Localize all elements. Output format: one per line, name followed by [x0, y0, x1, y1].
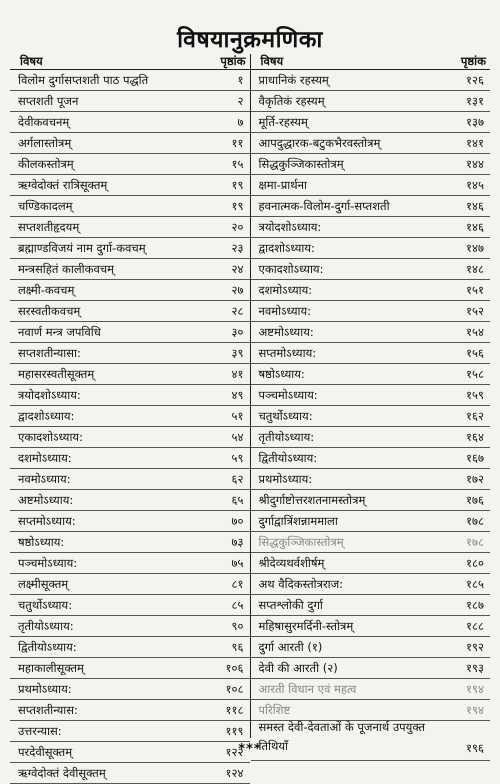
toc-entry — [251, 364, 491, 385]
entry-subject: पञ्चमोऽध्याय: — [258, 387, 318, 402]
entry-subject: श्रीदेव्यथर्वशीर्षम् — [258, 555, 325, 570]
entry-page-number: ७० — [231, 513, 244, 528]
entry-page-number: ५४ — [231, 429, 244, 444]
entry-subject: महासरस्वतीसूक्तम् — [18, 366, 95, 381]
entry-page-number: ९६ — [231, 639, 244, 654]
toc-entry — [251, 70, 491, 91]
toc-entry — [10, 133, 250, 154]
entry-subject: त्रयोदशोऽध्याय: — [258, 219, 322, 234]
entry-subject: समस्त देवी-देवताओं के पूजनार्थ उपयुक्त तिथियाँ — [258, 720, 426, 753]
toc-entry — [10, 763, 250, 784]
entry-subject: दशमोऽध्याय: — [258, 282, 313, 297]
entry-page-number: १४५ — [466, 177, 484, 192]
entry-subject: सप्तशतीहृदयम् — [18, 219, 80, 234]
entry-subject: लक्ष्मीसूक्तम् — [18, 576, 69, 591]
entry-page-number: ६२ — [231, 471, 244, 486]
entry-subject: महाकालीसूक्तम् — [18, 660, 84, 675]
entry-page-number: ११८ — [225, 702, 244, 717]
entry-page-number: १३७ — [466, 114, 484, 129]
entry-page-number: ८५ — [231, 597, 244, 612]
entry-subject: ब्रह्माण्डविजयं नाम दुर्गा-कवचम् — [18, 240, 146, 255]
entry-subject: अथ वैदिकस्तोत्रराज: — [258, 576, 344, 591]
entry-page-number: २४ — [231, 261, 244, 276]
toc-entry — [10, 322, 250, 343]
toc-entry — [10, 553, 250, 574]
entry-page-number: ७ — [237, 114, 244, 129]
entry-page-number: १३१ — [466, 93, 484, 108]
entry-page-number: १५९ — [466, 387, 484, 402]
toc-entry — [251, 679, 491, 700]
entry-page-number: २० — [231, 219, 244, 234]
entry-subject: देवीकवचनम् — [18, 114, 70, 129]
entry-page-number: १०६ — [225, 660, 244, 675]
toc-entry — [10, 490, 250, 511]
entry-subject: आरती विधान एवं महत्व — [258, 681, 357, 696]
entry-subject: सप्तमोऽध्याय: — [258, 345, 317, 360]
toc-entry — [251, 112, 491, 133]
toc-entry — [251, 595, 491, 616]
toc-entry — [251, 574, 491, 595]
entry-page-number: १२४ — [225, 765, 244, 780]
entry-subject: उत्तरन्यास: — [18, 723, 62, 738]
entry-page-number: १५ — [231, 156, 244, 171]
entry-subject: परदेवीसूक्तम् — [18, 744, 73, 759]
entry-subject: तृतीयोऽध्याय: — [18, 618, 74, 633]
entry-subject: सिद्धकुञ्जिकास्तोत्रम् — [258, 156, 344, 171]
toc-entry — [10, 448, 250, 469]
entry-subject: द्वादशोऽध्याय: — [258, 240, 315, 255]
toc-entry — [10, 511, 250, 532]
entry-subject: प्रथमोऽध्याय: — [258, 471, 313, 486]
entry-page-number: १७६ — [466, 492, 484, 507]
entry-page-number: १५८ — [466, 366, 484, 381]
toc-entry — [10, 679, 250, 700]
toc-entry — [251, 490, 491, 511]
toc-entry — [251, 217, 491, 238]
toc-entry — [251, 616, 491, 637]
entry-subject: चण्डिकादलम् — [18, 198, 73, 213]
page-header: पृष्ठांक — [460, 54, 486, 68]
entry-page-number: १६२ — [466, 408, 484, 423]
entry-page-number: १ — [237, 72, 244, 87]
entry-subject: नवमोऽध्याय: — [258, 303, 312, 318]
entry-subject: चतुर्थोऽध्याय: — [258, 408, 313, 423]
right-column-header — [251, 54, 491, 70]
entry-page-number: ११ — [231, 135, 244, 150]
entry-page-number: ५१ — [231, 408, 244, 423]
entry-page-number: ५९ — [231, 450, 244, 465]
entry-page-number: १२२ — [225, 744, 244, 759]
entry-subject: प्राधानिकं रहस्यम् — [258, 72, 329, 87]
entry-page-number: १७८ — [466, 534, 484, 549]
right-column — [251, 54, 491, 755]
toc-entry — [10, 343, 250, 364]
entry-subject: श्रीदुर्गाष्टोत्तरशतनामस्तोत्रम् — [258, 492, 366, 507]
toc-entry — [10, 700, 250, 721]
entry-page-number: १५१ — [466, 282, 484, 297]
entry-page-number: १५६ — [466, 345, 484, 360]
entry-subject: षष्ठोऽध्याय: — [18, 534, 65, 549]
toc-entry — [251, 301, 491, 322]
toc-entry — [10, 637, 250, 658]
toc-entry — [10, 70, 250, 91]
entry-subject: चतुर्थोऽध्याय: — [18, 597, 73, 612]
entry-subject: अष्टमोऽध्याय: — [258, 324, 314, 339]
entry-subject: ऋग्वेदोक्तं रात्रिसूक्तम् — [18, 177, 108, 192]
toc-entry — [10, 469, 250, 490]
entry-subject: महिषासुरमर्दिनी-स्तोत्रम् — [258, 618, 354, 633]
entry-subject: आपदुद्धारक-बटुकभैरवस्तोत्रम् — [258, 135, 381, 150]
entry-page-number: १०८ — [225, 681, 244, 696]
entry-page-number: १४१ — [466, 135, 484, 150]
entry-subject: पञ्चमोऽध्याय: — [18, 555, 78, 570]
entry-page-number: १८७ — [466, 597, 484, 612]
toc-entry — [251, 637, 491, 658]
toc-entry — [10, 574, 250, 595]
entry-subject: सप्तश्लोकी दुर्गा — [258, 597, 323, 612]
entry-page-number: १७२ — [466, 471, 484, 486]
entry-subject: अर्गलास्तोत्रम् — [18, 135, 72, 150]
toc-entry — [10, 406, 250, 427]
toc-entry — [10, 112, 250, 133]
entry-page-number: ८१ — [231, 576, 244, 591]
entry-page-number: ४१ — [231, 366, 244, 381]
entry-subject: सिद्धकुञ्जिकास्तोत्रम् — [258, 534, 344, 549]
entry-page-number: १९६ — [466, 741, 484, 755]
entry-page-number: १५४ — [466, 324, 484, 339]
toc-entry — [10, 301, 250, 322]
toc-entry — [251, 406, 491, 427]
entry-page-number: २३ — [231, 240, 244, 255]
toc-entry — [251, 448, 491, 469]
entry-subject: सप्तशती पूजन — [18, 93, 79, 108]
left-column — [10, 54, 251, 780]
toc-entry — [251, 511, 491, 532]
entry-page-number: १२६ — [466, 72, 484, 87]
entry-subject: त्रयोदशोऽध्याय: — [18, 387, 81, 402]
entry-subject: अष्टमोऽध्याय: — [18, 492, 74, 507]
toc-entry — [10, 721, 250, 742]
subject-header: विषय — [260, 54, 284, 68]
entry-page-number: १४६ — [466, 198, 484, 213]
left-column-header — [10, 54, 250, 70]
entry-subject: विलोम दुर्गासप्तशती पाठ पद्धति — [18, 72, 149, 87]
entry-subject: नवार्ण मन्त्र जपविधि — [18, 324, 101, 339]
page-title: विषयानुक्रमणिका — [177, 27, 323, 53]
entry-page-number: १९२ — [466, 639, 484, 654]
entry-subject: क्षमा-प्रार्थना — [258, 177, 307, 192]
entry-page-number: ३९ — [231, 345, 244, 360]
toc-entry — [10, 154, 250, 175]
toc-entry — [251, 343, 491, 364]
entry-page-number: २७ — [231, 282, 244, 297]
toc-entry — [10, 364, 250, 385]
toc-entry — [251, 385, 491, 406]
entry-subject: तृतीयोऽध्याय: — [258, 429, 315, 444]
entry-page-number: १८५ — [466, 576, 484, 591]
toc-entry — [10, 385, 250, 406]
entry-page-number: १९४ — [466, 702, 484, 717]
toc-entry — [251, 238, 491, 259]
entry-subject: नवमोऽध्याय: — [18, 471, 71, 486]
entry-page-number: १९ — [231, 198, 244, 213]
entry-page-number: ७५ — [231, 555, 244, 570]
entry-page-number: १४८ — [466, 261, 484, 276]
entry-subject: हवनात्मक-विलोम-दुर्गा-सप्तशती — [258, 198, 390, 213]
toc-entry — [10, 532, 250, 553]
entry-page-number: १४४ — [466, 156, 484, 171]
entry-subject: मूर्ति-रहस्यम् — [258, 114, 308, 129]
entry-page-number: ४९ — [231, 387, 244, 402]
entry-subject: दुर्गाद्वात्रिंशन्नाममाला — [258, 513, 338, 528]
entry-subject: देवी की आरती (२) — [258, 660, 338, 675]
entry-page-number: ३० — [231, 324, 244, 339]
toc-entry — [10, 658, 250, 679]
toc-entry — [10, 616, 250, 637]
entry-subject: सप्तशतीन्यास: — [18, 702, 78, 717]
toc-entry — [10, 175, 250, 196]
footer-ornament: *** — [238, 742, 262, 757]
toc-entry — [251, 196, 491, 217]
left-entries — [10, 70, 250, 784]
entry-page-number: २ — [237, 93, 244, 108]
entry-page-number: ६५ — [231, 492, 244, 507]
entry-page-number: १९४ — [466, 681, 484, 696]
toc-entry — [251, 280, 491, 301]
entry-subject: सप्तमोऽध्याय: — [18, 513, 76, 528]
toc-entry — [10, 91, 250, 112]
toc-entry — [251, 259, 491, 280]
entry-subject: षष्ठोऽध्याय: — [258, 366, 305, 381]
entry-subject: द्वितीयोऽध्याय: — [258, 450, 318, 465]
entry-page-number: ७३ — [231, 534, 244, 549]
entry-subject: परिशिष्ट — [258, 702, 291, 717]
toc-entry — [251, 469, 491, 490]
toc-entry — [10, 238, 250, 259]
entry-page-number: १७८ — [466, 513, 484, 528]
entry-subject: द्वितीयोऽध्याय: — [18, 639, 77, 654]
right-entries — [251, 70, 491, 761]
toc-entry — [251, 154, 491, 175]
subject-header: विषय — [20, 54, 43, 68]
entry-subject: एकादशोऽध्याय: — [18, 429, 83, 444]
toc-entry — [10, 259, 250, 280]
entry-subject: दुर्गा आरती (१) — [258, 639, 323, 654]
toc-entry — [251, 427, 491, 448]
toc-entry — [251, 322, 491, 343]
toc-entry — [10, 196, 250, 217]
entry-page-number: १८० — [466, 555, 484, 570]
toc-entry — [251, 658, 491, 679]
entry-page-number: १६४ — [466, 429, 484, 444]
entry-subject: ऋग्वेदोक्तं देवीसूक्तम् — [18, 765, 106, 780]
entry-subject: सप्तशतीन्यासा: — [18, 345, 81, 360]
entry-page-number: १८८ — [466, 618, 484, 633]
page-header: पृष्ठांक — [220, 54, 246, 68]
entry-subject: मन्त्रसहितं कालीकवचम् — [18, 261, 115, 276]
entry-page-number: १५२ — [466, 303, 484, 318]
entry-subject: सरस्वतीकवचम् — [18, 303, 81, 318]
entry-page-number: १९३ — [466, 660, 484, 675]
entry-page-number: ९० — [231, 618, 244, 633]
toc-entry — [10, 217, 250, 238]
entry-page-number: १४७ — [466, 240, 484, 255]
entry-subject: दशमोऽध्याय: — [18, 450, 72, 465]
entry-subject: वैकृतिकं रहस्यम् — [258, 93, 325, 108]
toc-entry — [251, 133, 491, 154]
toc-entry — [251, 175, 491, 196]
entry-subject: लक्ष्मी-कवचम् — [18, 282, 75, 297]
entry-subject: कीलकस्तोत्रम् — [18, 156, 74, 171]
toc-entry — [10, 427, 250, 448]
entry-page-number: १९ — [231, 177, 244, 192]
toc-entry — [251, 532, 491, 553]
entry-page-number: १४६ — [466, 219, 484, 234]
entry-subject: एकादशोऽध्याय: — [258, 261, 324, 276]
contents-table — [10, 54, 490, 780]
entry-subject: द्वादशोऽध्याय: — [18, 408, 75, 423]
entry-page-number: ११९ — [225, 723, 244, 738]
toc-entry — [251, 91, 491, 112]
toc-entry — [251, 553, 491, 574]
toc-entry — [10, 280, 250, 301]
toc-entry — [10, 595, 250, 616]
entry-page-number: २८ — [231, 303, 244, 318]
entry-subject: प्रथमोऽध्याय: — [18, 681, 72, 696]
entry-page-number: १६७ — [466, 450, 484, 465]
